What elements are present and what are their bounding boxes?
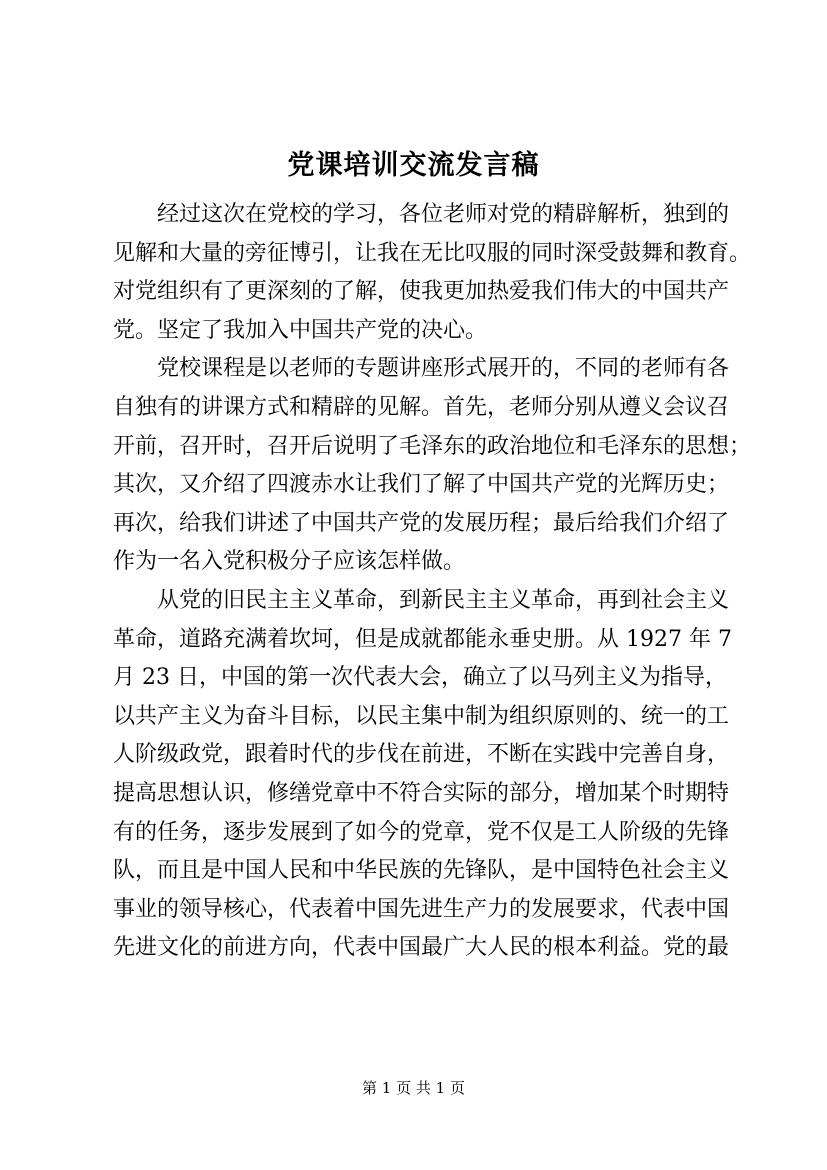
paragraph-line: 队，而且是中国人民和中华民族的先锋队，是中国特色社会主义 — [113, 858, 730, 884]
paragraph-line: 见解和大量的旁征博引，让我在无比叹服的同时深受鼓舞和教育。 — [113, 240, 752, 266]
paragraph-line: 再次，给我们讲述了中国共产党的发展历程；最后给我们介绍了 — [113, 510, 730, 536]
paragraph-line: 事业的领导核心，代表着中国先进生产力的发展要求，代表中国 — [113, 896, 730, 922]
paragraph-line: 有的任务，逐步发展到了如今的党章，党不仅是工人阶级的先锋 — [113, 819, 730, 845]
paragraph-line: 革命，道路充满着坎坷，但是成就都能永垂史册。从 1927 年 7 — [113, 626, 732, 652]
paragraph-line: 提高思想认识，修缮党章中不符合实际的部分，增加某个时期特 — [113, 780, 730, 806]
paragraph-line: 党。坚定了我加入中国共产党的决心。 — [113, 317, 488, 343]
paragraph-line: 从党的旧民主主义革命，到新民主主义革命，再到社会主义 — [157, 587, 730, 613]
paragraph-line: 开前，召开时，召开后说明了毛泽东的政治地位和毛泽东的思想； — [113, 433, 752, 459]
paragraph-line: 其次，又介绍了四渡赤水让我们了解了中国共产党的光辉历史； — [113, 472, 730, 498]
paragraph-line: 对党组织有了更深刻的了解，使我更加热爱我们伟大的中国共产 — [113, 279, 730, 305]
document-title: 党课培训交流发言稿 — [287, 150, 540, 181]
page-footer: 第 1 页 共 1 页 — [362, 1079, 465, 1097]
paragraph-line: 月 23 日，中国的第一次代表大会，确立了以马列主义为指导， — [113, 665, 727, 691]
paragraph-line: 自独有的讲课方式和精辟的见解。首先，老师分别从遵义会议召 — [113, 394, 730, 420]
paragraph-line: 作为一名入党积极分子应该怎样做。 — [113, 549, 466, 575]
paragraph-line: 经过这次在党校的学习，各位老师对党的精辟解析，独到的 — [157, 202, 730, 227]
paragraph-line: 党校课程是以老师的专题讲座形式展开的，不同的老师有各 — [157, 356, 730, 382]
paragraph-line: 以共产主义为奋斗目标，以民主集中制为组织原则的、统一的工 — [113, 703, 730, 729]
paragraph-line: 人阶级政党，跟着时代的步伐在前进，不断在实践中完善自身， — [113, 742, 730, 768]
paragraph-line: 先进文化的前进方向，代表中国最广大人民的根本利益。党的最 — [113, 935, 730, 961]
document-body — [113, 196, 752, 968]
